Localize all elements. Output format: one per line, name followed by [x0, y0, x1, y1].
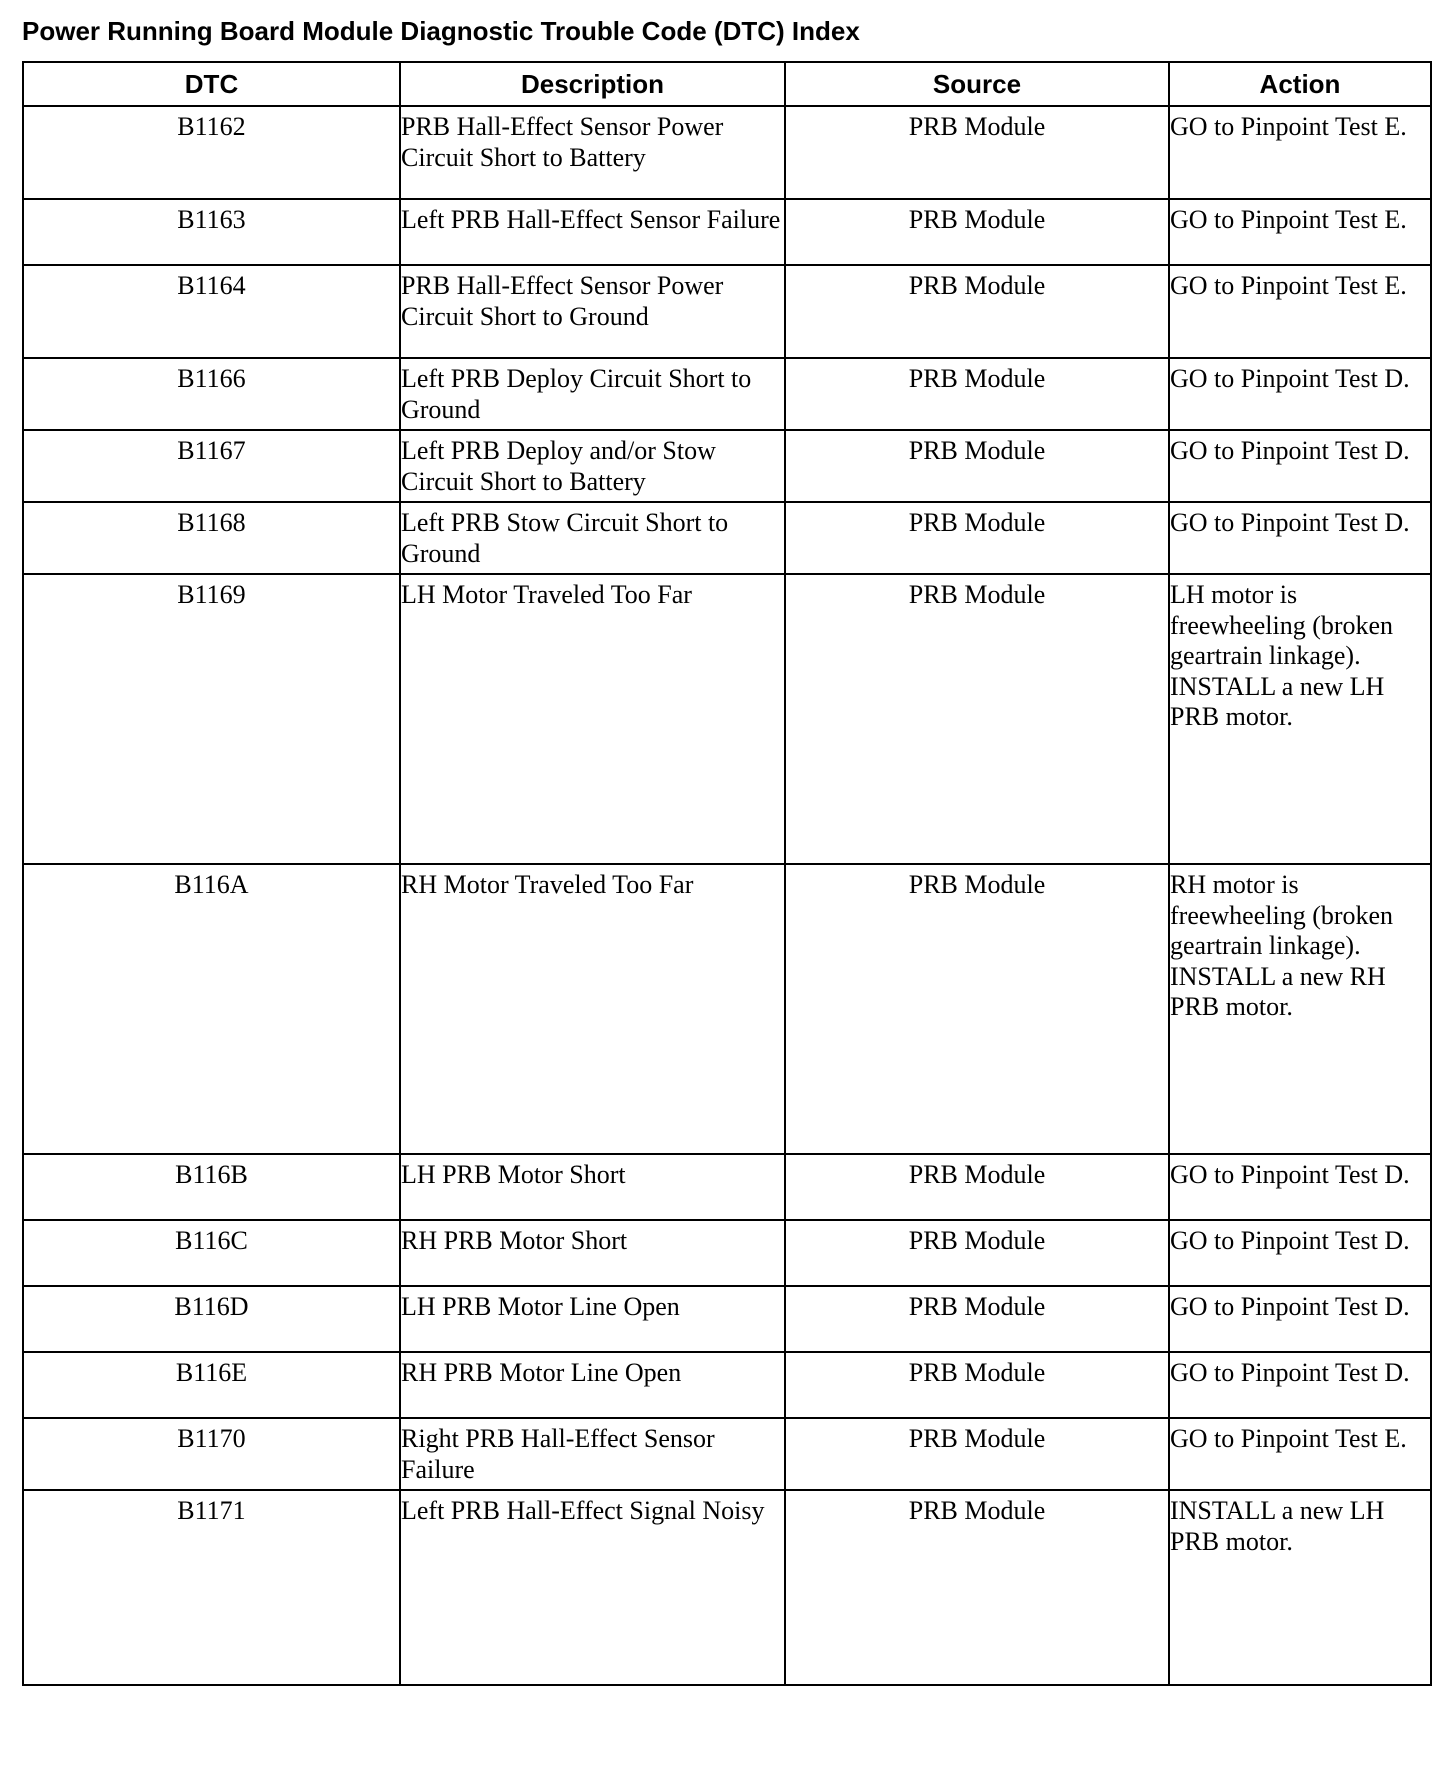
dtc-source: PRB Module — [785, 1154, 1169, 1220]
dtc-source: PRB Module — [785, 1286, 1169, 1352]
dtc-code: B116B — [23, 1154, 400, 1220]
dtc-code: B1166 — [23, 358, 400, 430]
dtc-action: GO to Pinpoint Test E. — [1169, 199, 1431, 265]
column-header-description: Description — [400, 62, 785, 106]
dtc-description: RH PRB Motor Short — [400, 1220, 785, 1286]
dtc-source: PRB Module — [785, 265, 1169, 358]
dtc-description: PRB Hall-Effect Sensor Power Circuit Short to Ground — [400, 265, 785, 358]
dtc-action: LH motor is freewheeling (broken geartrain linkage). INSTALL a new LH PRB motor. — [1169, 574, 1431, 864]
dtc-index-table — [22, 61, 1432, 1686]
dtc-action: GO to Pinpoint Test E. — [1169, 265, 1431, 358]
dtc-action: RH motor is freewheeling (broken geartrain linkage). INSTALL a new RH PRB motor. — [1169, 864, 1431, 1154]
dtc-source: PRB Module — [785, 502, 1169, 574]
table-row — [23, 574, 1431, 864]
table-row — [23, 864, 1431, 1154]
dtc-description: RH PRB Motor Line Open — [400, 1352, 785, 1418]
dtc-code: B116A — [23, 864, 400, 1154]
dtc-action: GO to Pinpoint Test D. — [1169, 1352, 1431, 1418]
page-title: Power Running Board Module Diagnostic Trouble Code (DTC) Index — [22, 16, 860, 46]
table-row — [23, 106, 1431, 199]
column-header-source: Source — [785, 62, 1169, 106]
dtc-code: B1163 — [23, 199, 400, 265]
dtc-source: PRB Module — [785, 1220, 1169, 1286]
table-row — [23, 1286, 1431, 1352]
dtc-source: PRB Module — [785, 106, 1169, 199]
dtc-code: B1170 — [23, 1418, 400, 1490]
dtc-source: PRB Module — [785, 430, 1169, 502]
dtc-code: B1164 — [23, 265, 400, 358]
dtc-source: PRB Module — [785, 864, 1169, 1154]
column-header-dtc: DTC — [23, 62, 400, 106]
dtc-action: GO to Pinpoint Test D. — [1169, 358, 1431, 430]
dtc-description: Left PRB Deploy and/or Stow Circuit Short to Battery — [400, 430, 785, 502]
dtc-code: B1162 — [23, 106, 400, 199]
dtc-action: GO to Pinpoint Test D. — [1169, 1286, 1431, 1352]
dtc-action: GO to Pinpoint Test E. — [1169, 106, 1431, 199]
dtc-action: GO to Pinpoint Test D. — [1169, 1154, 1431, 1220]
dtc-description: Left PRB Stow Circuit Short to Ground — [400, 502, 785, 574]
dtc-source: PRB Module — [785, 199, 1169, 265]
table-row — [23, 502, 1431, 574]
dtc-description: LH PRB Motor Short — [400, 1154, 785, 1220]
dtc-description: RH Motor Traveled Too Far — [400, 864, 785, 1154]
dtc-description: Right PRB Hall-Effect Sensor Failure — [400, 1418, 785, 1490]
dtc-source: PRB Module — [785, 1490, 1169, 1685]
dtc-description: PRB Hall-Effect Sensor Power Circuit Short to Battery — [400, 106, 785, 199]
column-header-action: Action — [1169, 62, 1431, 106]
dtc-source: PRB Module — [785, 574, 1169, 864]
dtc-description: Left PRB Deploy Circuit Short to Ground — [400, 358, 785, 430]
dtc-code: B116D — [23, 1286, 400, 1352]
table-row — [23, 1352, 1431, 1418]
table-row — [23, 1490, 1431, 1685]
dtc-description: LH Motor Traveled Too Far — [400, 574, 785, 864]
dtc-code: B1169 — [23, 574, 400, 864]
dtc-description: Left PRB Hall-Effect Sensor Failure — [400, 199, 785, 265]
dtc-code: B116C — [23, 1220, 400, 1286]
dtc-code: B1171 — [23, 1490, 400, 1685]
table-row — [23, 1220, 1431, 1286]
dtc-source: PRB Module — [785, 358, 1169, 430]
dtc-code: B116E — [23, 1352, 400, 1418]
dtc-source: PRB Module — [785, 1418, 1169, 1490]
table-row — [23, 358, 1431, 430]
dtc-code: B1168 — [23, 502, 400, 574]
dtc-action: GO to Pinpoint Test D. — [1169, 502, 1431, 574]
table-row — [23, 1154, 1431, 1220]
table-row — [23, 430, 1431, 502]
table-row — [23, 265, 1431, 358]
dtc-description: LH PRB Motor Line Open — [400, 1286, 785, 1352]
dtc-code: B1167 — [23, 430, 400, 502]
table-row — [23, 199, 1431, 265]
table-row — [23, 1418, 1431, 1490]
dtc-description: Left PRB Hall-Effect Signal Noisy — [400, 1490, 785, 1685]
dtc-action: GO to Pinpoint Test D. — [1169, 1220, 1431, 1286]
dtc-source: PRB Module — [785, 1352, 1169, 1418]
dtc-action: GO to Pinpoint Test D. — [1169, 430, 1431, 502]
dtc-action: INSTALL a new LH PRB motor. — [1169, 1490, 1431, 1685]
table-header-row — [23, 62, 1431, 106]
dtc-action: GO to Pinpoint Test E. — [1169, 1418, 1431, 1490]
